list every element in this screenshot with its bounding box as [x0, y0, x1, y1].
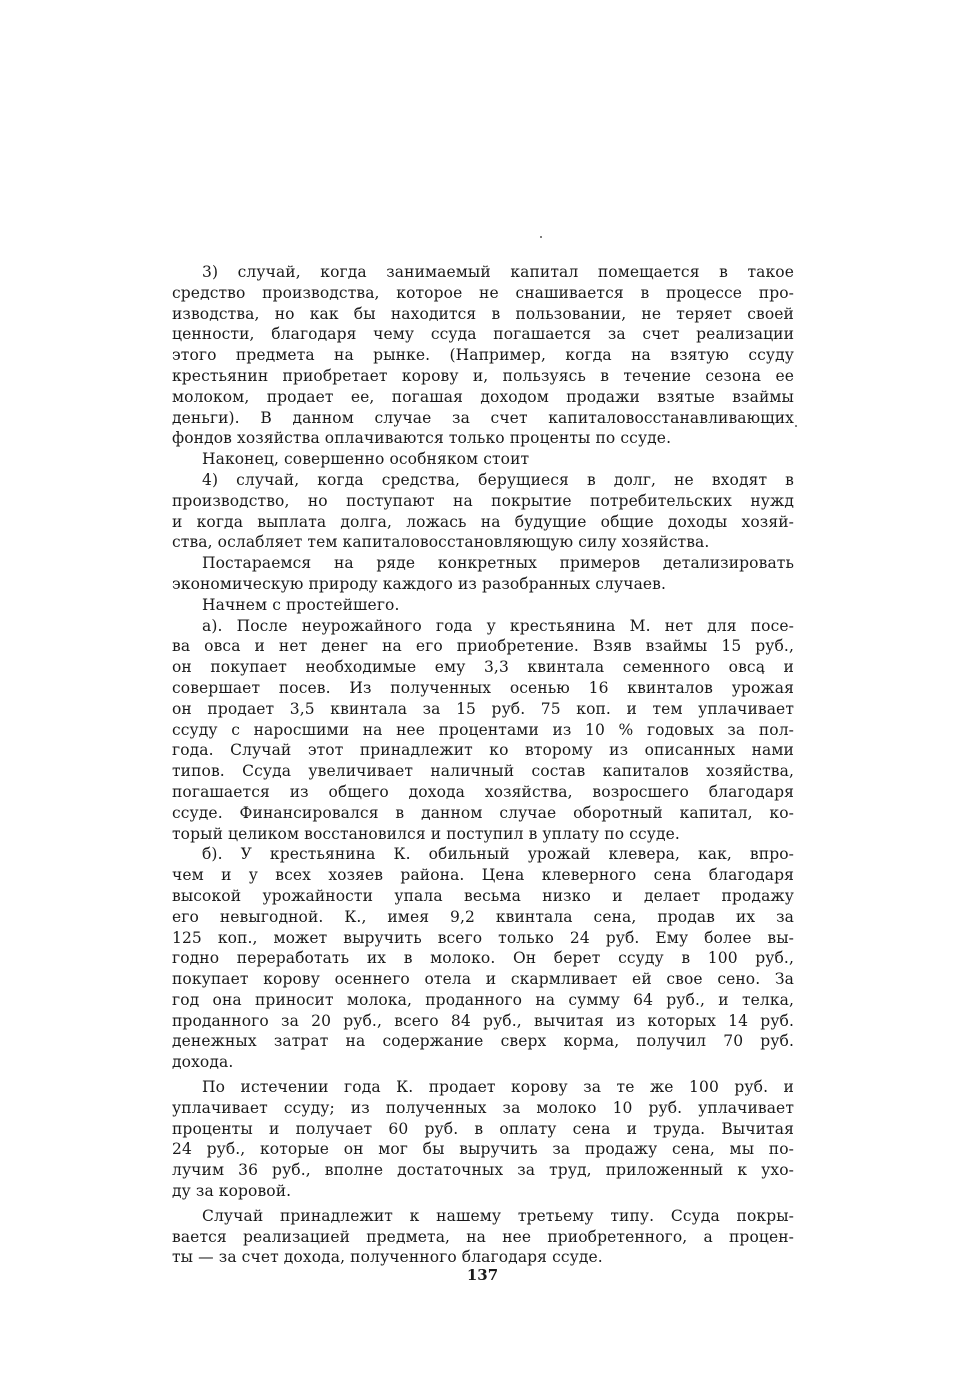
text-line: погашается из общего дохода хозяйства, возросшего благодаря [172, 782, 794, 801]
text-line: экономическую природу каждого из разобранных случаев. [172, 574, 667, 593]
text-line: года. Случай этот принадлежит ко второму из описанных нами [172, 741, 794, 760]
text-line: уплачивает ссуду; из полученных за молоко 10 руб. уплачивает [172, 1098, 794, 1117]
text-line: 3) случай, когда занимаемый капитал помещается в такое [202, 263, 794, 281]
text-line: средство производства, которое не снашивается в процессе про- [172, 283, 794, 302]
scan-speck [795, 425, 797, 427]
text-line: ства, ослабляет тем капиталовосстановляющую силу хозяйства. [172, 533, 710, 552]
text-line: ду за коровой. [172, 1182, 292, 1201]
text-line: деньги). В данном случае за счет капиталовосстанавливающих [172, 408, 794, 427]
text-line: покупает корову осеннего отела и скармливает ей свое сено. За [172, 970, 794, 989]
text-line: 4) случай, когда средства, берущиеся в долг, не входят в [202, 470, 794, 489]
text-line: денежных затрат на содержание сверх корма, получил 70 руб. [172, 1032, 794, 1051]
text-line: 24 руб., которые он мог бы выручить за продажу сена, мы по- [172, 1140, 794, 1159]
text-line: год она приносит молока, проданного на сумму 64 руб., и телка, [172, 990, 794, 1009]
text-line: он продает 3,5 квинтала за 15 руб. 75 коп. и тем уплачивает [172, 699, 794, 718]
text-line: совершает посев. Из полученных осенью 16 квинталов урожая [172, 678, 794, 697]
text-line: Случай принадлежит к нашему третьему типу. Ссуда покры- [202, 1206, 794, 1225]
body-text [172, 262, 794, 1268]
text-line: его невыгодной. К., имея 9,2 квинтала сена, продав их за [172, 907, 794, 926]
text-line: молоком, продает ее, погашая доходом продажи взятые взаймы [172, 387, 794, 406]
text-line: чем и у всех хозяев района. Цена клеверного сена благодаря [172, 866, 794, 885]
text-line: лучим 36 руб., вполне достаточных за труд, приложенный к ухо- [172, 1161, 794, 1180]
text-line: и когда выплата долга, ложась на будущие общие доходы хозяй- [172, 512, 794, 531]
text-line: торый целиком восстановился и поступил в уплату по ссуде. [172, 824, 680, 843]
text-line: ты — за счет дохода, полученного благодаря ссуде. [172, 1248, 603, 1267]
text-line: б). У крестьянина К. обильный урожай клевера, как, впро- [202, 845, 794, 864]
text-line: вается реализацией предмета, на нее приобретенного, а процен- [172, 1227, 794, 1246]
text-line: Постараемся на ряде конкретных примеров детализировать [202, 554, 794, 573]
text-line: По истечении года К. продает корову за те же 100 руб. и [202, 1078, 794, 1097]
text-line: ссуду с наросшими на нее процентами из 10 % годовых за пол- [172, 720, 794, 739]
text-line: 125 коп., может выручить всего только 24 руб. Ему более вы- [172, 928, 794, 947]
text-line: дохода. [172, 1053, 234, 1072]
text-line: проценты и получает 60 руб. в оплату сена и труда. Вычитая [172, 1119, 794, 1138]
text-line: Начнем с простейшего. [202, 595, 400, 614]
text-line: высокой урожайности упала весьма низко и делает продажу [172, 886, 794, 905]
text-line: ва овса и нет денег на его приобретение. Взяв взаймы 15 руб., [172, 637, 794, 656]
text-line: фондов хозяйства оплачиваются только проценты по ссуде. [172, 429, 672, 448]
text-line: изводства, но как бы находится в пользовании, не теряет своей [172, 304, 794, 323]
text-line: проданного за 20 руб., всего 84 руб., вычитая из которых 14 руб. [172, 1011, 794, 1030]
page-number: 137 [466, 1266, 499, 1284]
scan-speck [540, 236, 542, 238]
text-line: производство, но поступают на покрытие потребительских нужд [172, 491, 794, 510]
text-line: а). После неурожайного года у крестьянина М. нет для посе- [202, 616, 794, 635]
text-line: типов. Ссуда увеличивает наличный состав капиталов хозяйства, [172, 762, 794, 781]
text-line: крестьянин приобретает корову и, пользуясь в течение сезона ее [172, 366, 794, 385]
text-line: ценности, благодаря чему ссуда погашается за счет реализации [172, 325, 794, 344]
text-line: ссуде. Финансировался в данном случае оборотный капитал, ко- [172, 803, 794, 822]
text-line: Наконец, совершенно особняком стоит [202, 450, 530, 469]
text-line: годно переработать их в молоко. Он берет ссуду в 100 руб., [172, 949, 794, 968]
text-line: этого предмета на рынке. (Например, когда на взятую ссуду [172, 346, 794, 365]
text-line: он покупает необходимые ему 3,3 квинтала семенного овса и [172, 658, 794, 677]
